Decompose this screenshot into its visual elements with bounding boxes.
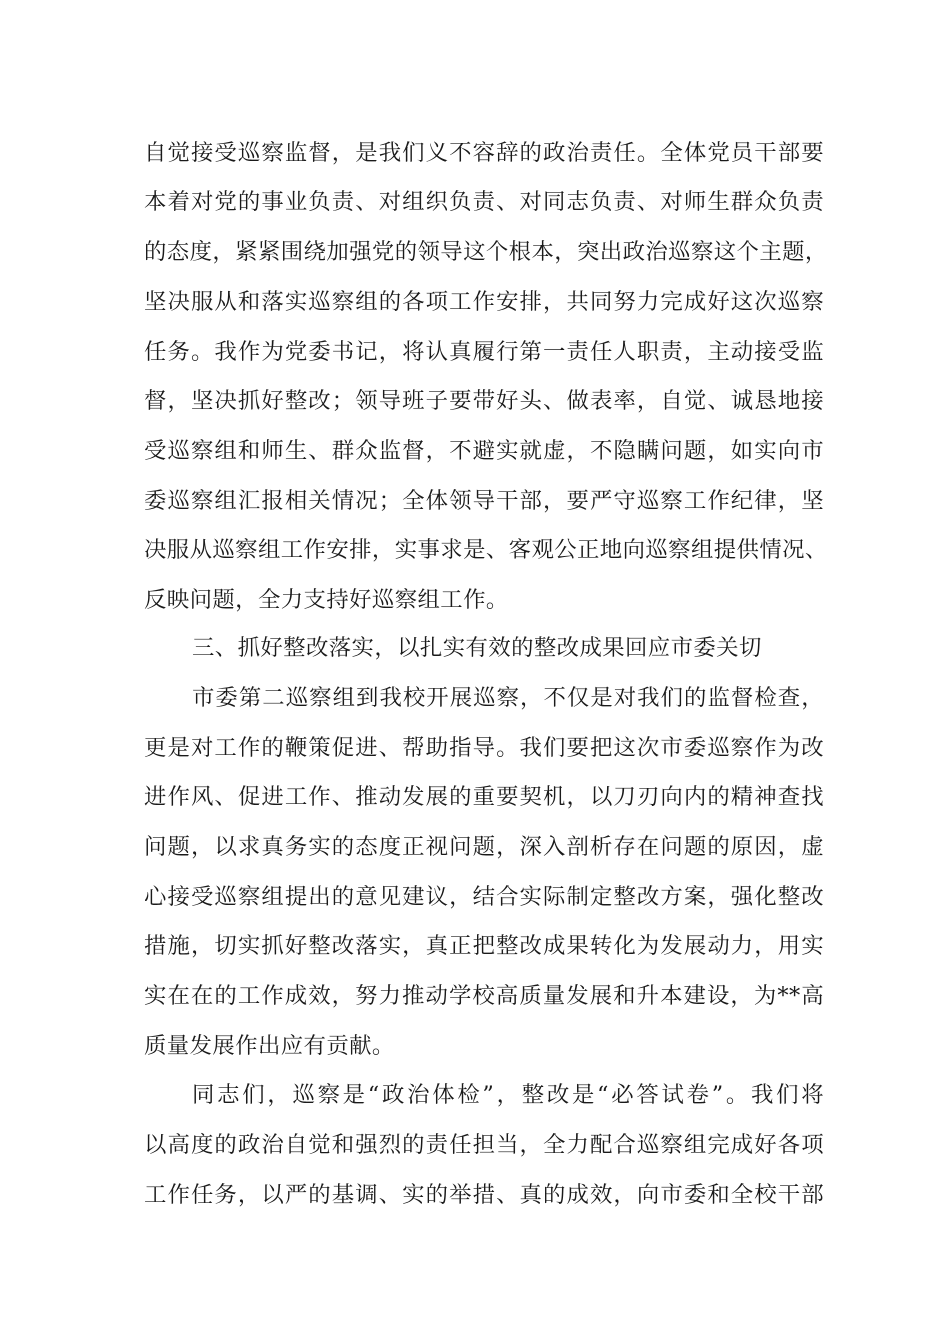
text-line: 心接受巡察组提出的意见建议，结合实际制定整改方案，强化整改 xyxy=(144,884,824,910)
text-line: 质量发展作出应有贡献。 xyxy=(144,1033,395,1059)
text-line: 坚决服从和落实巡察组的各项工作安排，共同努力完成好这次巡察 xyxy=(144,289,824,315)
text-line: 本着对党的事业负责、对组织负责、对同志负责、对师生群众负责 xyxy=(144,189,824,215)
text-line: 更是对工作的鞭策促进、帮助指导。我们要把这次市委巡察作为改 xyxy=(144,735,824,761)
text-line: 进作风、促进工作、推动发展的重要契机，以刀刃向内的精神查找 xyxy=(144,784,824,810)
text-line: 督，坚决抓好整改；领导班子要带好头、做表率，自觉、诚恳地接 xyxy=(144,388,824,414)
text-line: 自觉接受巡察监督，是我们义不容辞的政治责任。全体党员干部要 xyxy=(144,140,824,166)
text-line: 委巡察组汇报相关情况；全体领导干部，要严守巡察工作纪律，坚 xyxy=(144,488,824,514)
text-line: 反映问题，全力支持好巡察组工作。 xyxy=(144,587,509,613)
text-line: 决服从巡察组工作安排，实事求是、客观公正地向巡察组提供情况、 xyxy=(144,537,828,563)
text-line: 同志们，巡察是“政治体检”，整改是“必答试卷”。我们将 xyxy=(192,1082,824,1108)
text-line: 措施，切实抓好整改落实，真正把整改成果转化为发展动力，用实 xyxy=(144,933,824,959)
text-line: 市委第二巡察组到我校开展巡察，不仅是对我们的监督检查， xyxy=(192,685,824,711)
text-line: 任务。我作为党委书记，将认真履行第一责任人职责，主动接受监 xyxy=(144,339,824,365)
text-line: 的态度，紧紧围绕加强党的领导这个根本，突出政治巡察这个主题， xyxy=(144,239,828,265)
text-line: 工作任务，以严的基调、实的举措、真的成效，向市委和全校干部 xyxy=(144,1182,824,1208)
section-heading: 三、抓好整改落实，以扎实有效的整改成果回应市委关切 xyxy=(192,635,762,661)
text-line: 问题，以求真务实的态度正视问题，深入剖析存在问题的原因，虚 xyxy=(144,834,824,860)
text-line: 受巡察组和师生、群众监督，不避实就虚，不隐瞒问题，如实向市 xyxy=(144,438,824,464)
text-line: 以高度的政治自觉和强烈的责任担当，全力配合巡察组完成好各项 xyxy=(144,1132,824,1158)
text-line: 实在在的工作成效，努力推动学校高质量发展和升本建设，为**高 xyxy=(144,983,824,1009)
